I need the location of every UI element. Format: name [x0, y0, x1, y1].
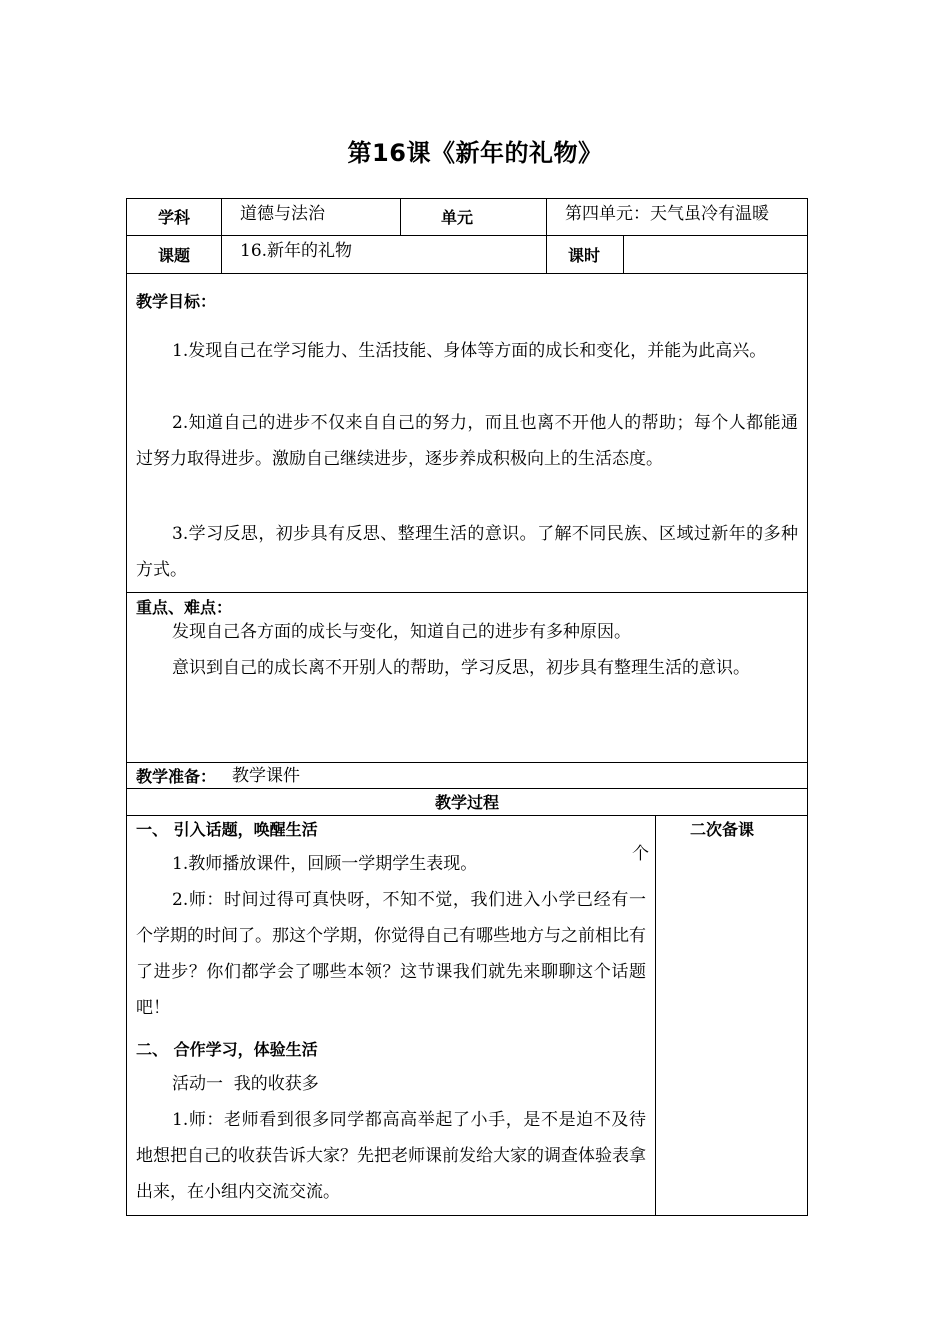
process-header: 教学过程: [434, 793, 499, 812]
process-item: 2.师：时间过得可真快呀，不知不觉，我们进入小学已经有一个学期的时间了。那这个学期，你觉得自己有哪些地方与之前相比有了进步？你们都学会了哪些本领？这节课我们就先来聊聊这个话题吧！: [136, 890, 646, 1018]
topic-label: 课题: [158, 246, 191, 265]
objective-item: 1.发现自己在学习能力、生活技能、身体等方面的成长和变化，并能为此高兴。: [172, 341, 767, 361]
objectives-label: 教学目标：: [136, 292, 217, 311]
preparation-value: 教学课件: [232, 766, 300, 786]
side-header: 二次备课: [690, 820, 755, 839]
stray-char: 个: [632, 844, 649, 864]
unit-label: 单元: [441, 208, 474, 227]
subject-value: 道德与法治: [240, 204, 325, 224]
col-divider: [400, 199, 401, 235]
objective-item: 2.知道自己的进步不仅来自自己的努力，而且也离不开他人的帮助；每个人都能通过努力取得进步。激励自己继续进步，逐步养成积极向上的生活态度。: [136, 413, 798, 469]
process-item: 1.师：老师看到很多同学都高高举起了小手，是不是迫不及待地想把自己的收获告诉大家？先把老师课前发给大家的调查体验表拿出来，在小组内交流交流。: [136, 1110, 646, 1202]
keypoints-label: 重点、难点：: [136, 598, 233, 617]
objective-item: 3.学习反思，初步具有反思、整理生活的意识。了解不同民族、区域过新年的多种方式。: [136, 524, 798, 580]
row-divider: [127, 273, 807, 274]
col-divider: [221, 199, 222, 273]
period-label: 课时: [568, 246, 601, 265]
row-divider: [127, 815, 807, 816]
row-divider: [127, 788, 807, 789]
section-title: 二、 合作学习，体验生活: [136, 1040, 318, 1059]
unit-value: 第四单元：天气虽冷有温暖: [565, 204, 769, 224]
keypoint-item: 意识到自己的成长离不开别人的帮助，学习反思，初步具有整理生活的意识。: [172, 658, 750, 678]
section-title: 一、 引入话题，唤醒生活: [136, 820, 318, 839]
row-divider: [127, 235, 807, 236]
page-title: 第16课《新年的礼物》: [347, 139, 603, 167]
activity-title: 活动一 我的收获多: [172, 1074, 319, 1094]
col-divider: [623, 236, 624, 273]
row-divider: [127, 592, 807, 593]
preparation-label: 教学准备：: [136, 767, 217, 786]
row-divider: [127, 762, 807, 763]
subject-label: 学科: [158, 208, 191, 227]
keypoint-item: 发现自己各方面的成长与变化，知道自己的进步有多种原因。: [172, 622, 631, 642]
col-divider: [655, 816, 656, 1215]
process-item: 1.教师播放课件，回顾一学期学生表现。: [172, 854, 478, 874]
topic-value: 16.新年的礼物: [240, 241, 353, 261]
col-divider: [546, 199, 547, 273]
